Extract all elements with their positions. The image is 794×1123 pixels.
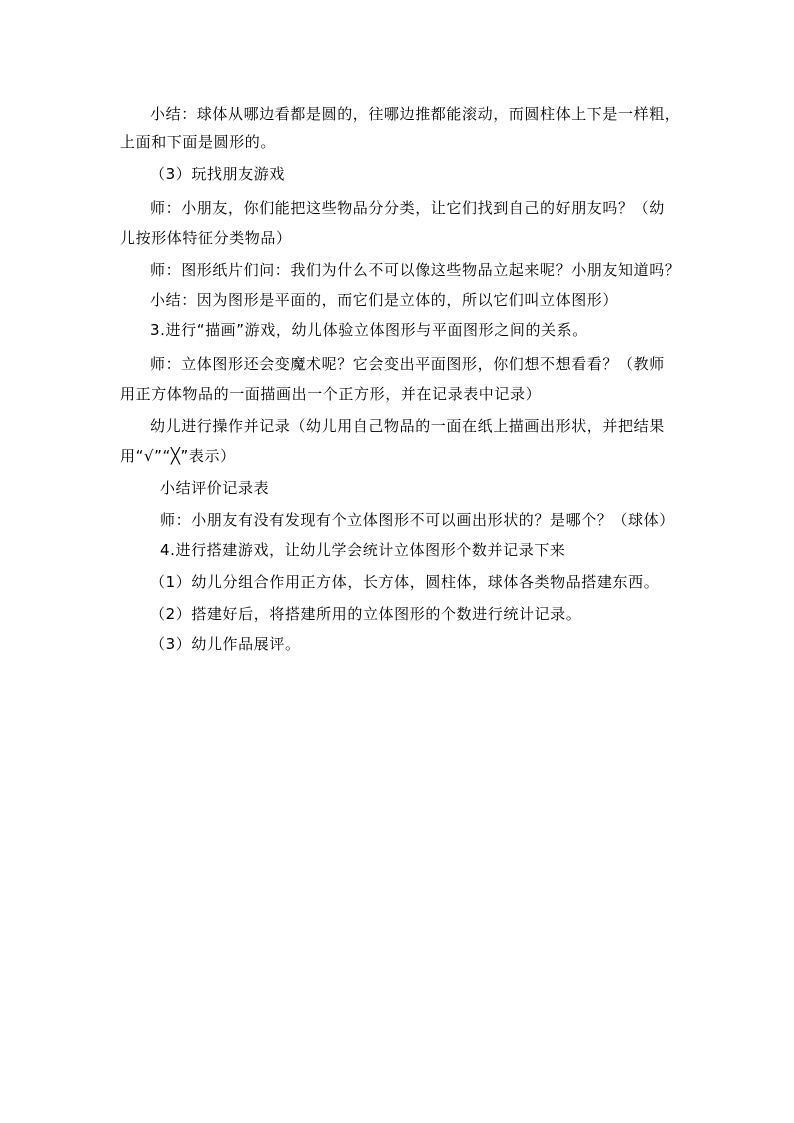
summary-sphere-line-1: 小结：球体从哪边看都是圆的，往哪边推都能滚动，而圆柱体上下是一样粗， <box>150 105 681 123</box>
step-1-group-build: （1）幼儿分组合作用正方体，长方体，圆柱体，球体各类物品搭建东西。 <box>150 573 660 591</box>
teacher-magic-line-1: 师：立体图形还会变魔术呢？它会变出平面图形，你们想不想看看？（教师 <box>150 355 665 373</box>
step-2-count-record: （2）搭建好后，将搭建所用的立体图形的个数进行统计记录。 <box>150 605 582 623</box>
children-operate-line-2: 用“√”“╳”表示） <box>120 447 236 465</box>
summary-evaluation-table: 小结评价记录表 <box>160 479 270 497</box>
summary-solid-shapes: 小结：因为图形是平面的，而它们是立体的，所以它们叫立体图形） <box>150 291 619 309</box>
teacher-question-classify-line-2: 儿按形体特征分类物品） <box>120 229 292 247</box>
children-operate-line-1: 幼儿进行操作并记录（幼儿用自己物品的一面在纸上描画出形状，并把结果 <box>150 417 665 435</box>
teacher-question-classify-line-1: 师：小朋友，你们能把这些物品分分类，让它们找到自己的好朋友吗？（幼 <box>150 199 665 217</box>
summary-sphere-line-2: 上面和下面是圆形的。 <box>120 133 277 151</box>
teacher-question-paper-shapes: 师：图形纸片们问：我们为什么不可以像这些物品立起来呢？小朋友知道吗？ <box>150 261 681 279</box>
teacher-magic-line-2: 用正方体物品的一面描画出一个正方形，并在记录表中记录） <box>120 385 542 403</box>
step-3-find-friends-heading: （3）玩找朋友游戏 <box>150 165 285 183</box>
section-4-building-game: 4.进行搭建游戏，让幼儿学会统计立体图形个数并记录下来 <box>160 541 566 559</box>
section-3-tracing-game: 3.进行“描画”游戏，幼儿体验立体图形与平面图形之间的关系。 <box>150 321 588 339</box>
teacher-question-sphere: 师：小朋友有没有发现有个立体图形不可以画出形状的？是哪个？（球体） <box>160 511 675 529</box>
step-3-works-review: （3）幼儿作品展评。 <box>150 635 301 653</box>
